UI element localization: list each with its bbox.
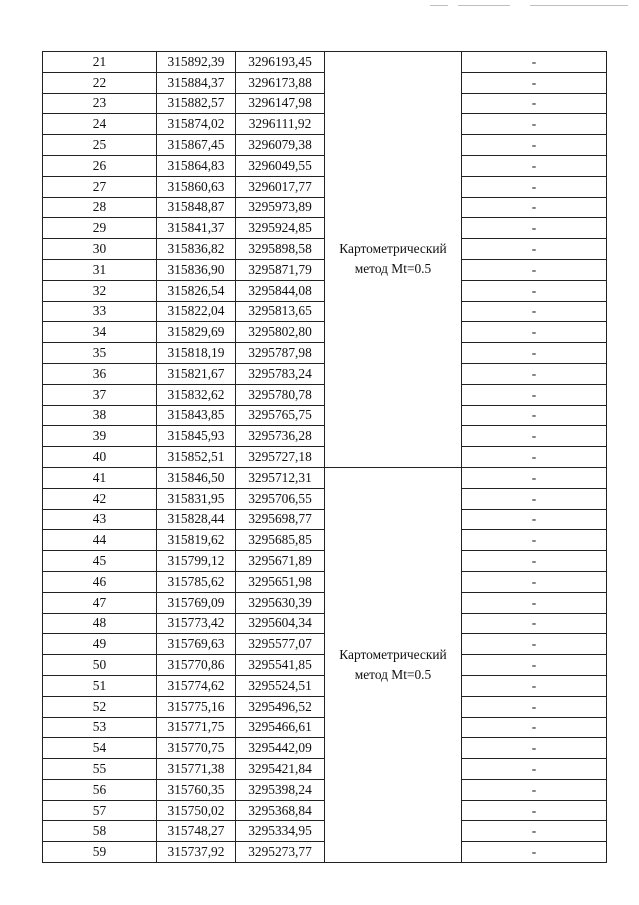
note-cell: - <box>462 738 607 759</box>
y-coordinate-cell: 3295630,39 <box>236 592 325 613</box>
point-number-cell: 57 <box>43 800 157 821</box>
y-coordinate-cell: 3295706,55 <box>236 488 325 509</box>
note-cell: - <box>462 426 607 447</box>
x-coordinate-cell: 315852,51 <box>157 447 236 468</box>
method-cell: Картометрический метод Mt=0.5 <box>325 52 462 468</box>
note-cell: - <box>462 571 607 592</box>
note-cell: - <box>462 779 607 800</box>
point-number-cell: 33 <box>43 301 157 322</box>
x-coordinate-cell: 315774,62 <box>157 675 236 696</box>
x-coordinate-cell: 315841,37 <box>157 218 236 239</box>
note-cell: - <box>462 239 607 260</box>
point-number-cell: 46 <box>43 571 157 592</box>
y-coordinate-cell: 3295334,95 <box>236 821 325 842</box>
x-coordinate-cell: 315750,02 <box>157 800 236 821</box>
point-number-cell: 27 <box>43 176 157 197</box>
point-number-cell: 26 <box>43 155 157 176</box>
point-number-cell: 31 <box>43 259 157 280</box>
note-cell: - <box>462 72 607 93</box>
y-coordinate-cell: 3296111,92 <box>236 114 325 135</box>
x-coordinate-cell: 315775,16 <box>157 696 236 717</box>
point-number-cell: 44 <box>43 530 157 551</box>
x-coordinate-cell: 315773,42 <box>157 613 236 634</box>
x-coordinate-cell: 315848,87 <box>157 197 236 218</box>
y-coordinate-cell: 3295765,75 <box>236 405 325 426</box>
note-cell: - <box>462 613 607 634</box>
note-cell: - <box>462 135 607 156</box>
y-coordinate-cell: 3295496,52 <box>236 696 325 717</box>
note-cell: - <box>462 343 607 364</box>
y-coordinate-cell: 3295698,77 <box>236 509 325 530</box>
x-coordinate-cell: 315874,02 <box>157 114 236 135</box>
note-cell: - <box>462 842 607 863</box>
point-number-cell: 45 <box>43 551 157 572</box>
y-coordinate-cell: 3295442,09 <box>236 738 325 759</box>
note-cell: - <box>462 114 607 135</box>
x-coordinate-cell: 315822,04 <box>157 301 236 322</box>
y-coordinate-cell: 3295898,58 <box>236 239 325 260</box>
note-cell: - <box>462 655 607 676</box>
y-coordinate-cell: 3296079,38 <box>236 135 325 156</box>
y-coordinate-cell: 3295727,18 <box>236 447 325 468</box>
point-number-cell: 40 <box>43 447 157 468</box>
x-coordinate-cell: 315829,69 <box>157 322 236 343</box>
point-number-cell: 42 <box>43 488 157 509</box>
coordinates-table <box>42 51 607 863</box>
y-coordinate-cell: 3296193,45 <box>236 52 325 73</box>
point-number-cell: 49 <box>43 634 157 655</box>
y-coordinate-cell: 3296173,88 <box>236 72 325 93</box>
point-number-cell: 59 <box>43 842 157 863</box>
x-coordinate-cell: 315884,37 <box>157 72 236 93</box>
x-coordinate-cell: 315826,54 <box>157 280 236 301</box>
point-number-cell: 50 <box>43 655 157 676</box>
note-cell: - <box>462 218 607 239</box>
note-cell: - <box>462 447 607 468</box>
point-number-cell: 25 <box>43 135 157 156</box>
x-coordinate-cell: 315769,09 <box>157 592 236 613</box>
x-coordinate-cell: 315771,38 <box>157 759 236 780</box>
x-coordinate-cell: 315860,63 <box>157 176 236 197</box>
method-cell: Картометрический метод Mt=0.5 <box>325 467 462 862</box>
note-cell: - <box>462 384 607 405</box>
note-cell: - <box>462 551 607 572</box>
y-coordinate-cell: 3296049,55 <box>236 155 325 176</box>
note-cell: - <box>462 259 607 280</box>
x-coordinate-cell: 315836,82 <box>157 239 236 260</box>
note-cell: - <box>462 675 607 696</box>
point-number-cell: 39 <box>43 426 157 447</box>
note-cell: - <box>462 93 607 114</box>
x-coordinate-cell: 315821,67 <box>157 363 236 384</box>
x-coordinate-cell: 315748,27 <box>157 821 236 842</box>
point-number-cell: 54 <box>43 738 157 759</box>
y-coordinate-cell: 3295783,24 <box>236 363 325 384</box>
table-row <box>43 467 607 488</box>
note-cell: - <box>462 759 607 780</box>
x-coordinate-cell: 315828,44 <box>157 509 236 530</box>
note-cell: - <box>462 197 607 218</box>
scan-top-marks <box>430 5 630 8</box>
x-coordinate-cell: 315867,45 <box>157 135 236 156</box>
y-coordinate-cell: 3295813,65 <box>236 301 325 322</box>
point-number-cell: 29 <box>43 218 157 239</box>
x-coordinate-cell: 315882,57 <box>157 93 236 114</box>
point-number-cell: 38 <box>43 405 157 426</box>
point-number-cell: 58 <box>43 821 157 842</box>
x-coordinate-cell: 315760,35 <box>157 779 236 800</box>
x-coordinate-cell: 315845,93 <box>157 426 236 447</box>
note-cell: - <box>462 155 607 176</box>
y-coordinate-cell: 3295802,80 <box>236 322 325 343</box>
note-cell: - <box>462 322 607 343</box>
x-coordinate-cell: 315832,62 <box>157 384 236 405</box>
note-cell: - <box>462 717 607 738</box>
y-coordinate-cell: 3295780,78 <box>236 384 325 405</box>
y-coordinate-cell: 3295541,85 <box>236 655 325 676</box>
point-number-cell: 30 <box>43 239 157 260</box>
note-cell: - <box>462 363 607 384</box>
point-number-cell: 53 <box>43 717 157 738</box>
y-coordinate-cell: 3295604,34 <box>236 613 325 634</box>
note-cell: - <box>462 530 607 551</box>
point-number-cell: 34 <box>43 322 157 343</box>
point-number-cell: 22 <box>43 72 157 93</box>
point-number-cell: 48 <box>43 613 157 634</box>
x-coordinate-cell: 315770,75 <box>157 738 236 759</box>
y-coordinate-cell: 3296147,98 <box>236 93 325 114</box>
y-coordinate-cell: 3295712,31 <box>236 467 325 488</box>
x-coordinate-cell: 315846,50 <box>157 467 236 488</box>
y-coordinate-cell: 3295787,98 <box>236 343 325 364</box>
note-cell: - <box>462 488 607 509</box>
note-cell: - <box>462 467 607 488</box>
point-number-cell: 47 <box>43 592 157 613</box>
y-coordinate-cell: 3295736,28 <box>236 426 325 447</box>
x-coordinate-cell: 315819,62 <box>157 530 236 551</box>
table-row <box>43 52 607 73</box>
x-coordinate-cell: 315769,63 <box>157 634 236 655</box>
note-cell: - <box>462 176 607 197</box>
x-coordinate-cell: 315818,19 <box>157 343 236 364</box>
point-number-cell: 24 <box>43 114 157 135</box>
x-coordinate-cell: 315864,83 <box>157 155 236 176</box>
y-coordinate-cell: 3296017,77 <box>236 176 325 197</box>
note-cell: - <box>462 52 607 73</box>
note-cell: - <box>462 634 607 655</box>
y-coordinate-cell: 3295871,79 <box>236 259 325 280</box>
note-cell: - <box>462 821 607 842</box>
point-number-cell: 51 <box>43 675 157 696</box>
y-coordinate-cell: 3295671,89 <box>236 551 325 572</box>
point-number-cell: 28 <box>43 197 157 218</box>
point-number-cell: 56 <box>43 779 157 800</box>
point-number-cell: 21 <box>43 52 157 73</box>
note-cell: - <box>462 509 607 530</box>
y-coordinate-cell: 3295398,24 <box>236 779 325 800</box>
y-coordinate-cell: 3295273,77 <box>236 842 325 863</box>
point-number-cell: 37 <box>43 384 157 405</box>
x-coordinate-cell: 315843,85 <box>157 405 236 426</box>
y-coordinate-cell: 3295368,84 <box>236 800 325 821</box>
point-number-cell: 35 <box>43 343 157 364</box>
point-number-cell: 43 <box>43 509 157 530</box>
point-number-cell: 55 <box>43 759 157 780</box>
note-cell: - <box>462 592 607 613</box>
x-coordinate-cell: 315892,39 <box>157 52 236 73</box>
y-coordinate-cell: 3295466,61 <box>236 717 325 738</box>
y-coordinate-cell: 3295651,98 <box>236 571 325 592</box>
coordinates-table-body <box>43 52 607 863</box>
y-coordinate-cell: 3295844,08 <box>236 280 325 301</box>
x-coordinate-cell: 315836,90 <box>157 259 236 280</box>
y-coordinate-cell: 3295577,07 <box>236 634 325 655</box>
note-cell: - <box>462 800 607 821</box>
x-coordinate-cell: 315771,75 <box>157 717 236 738</box>
point-number-cell: 32 <box>43 280 157 301</box>
x-coordinate-cell: 315785,62 <box>157 571 236 592</box>
point-number-cell: 41 <box>43 467 157 488</box>
y-coordinate-cell: 3295421,84 <box>236 759 325 780</box>
note-cell: - <box>462 280 607 301</box>
x-coordinate-cell: 315737,92 <box>157 842 236 863</box>
y-coordinate-cell: 3295924,85 <box>236 218 325 239</box>
point-number-cell: 36 <box>43 363 157 384</box>
point-number-cell: 52 <box>43 696 157 717</box>
point-number-cell: 23 <box>43 93 157 114</box>
x-coordinate-cell: 315831,95 <box>157 488 236 509</box>
x-coordinate-cell: 315799,12 <box>157 551 236 572</box>
x-coordinate-cell: 315770,86 <box>157 655 236 676</box>
note-cell: - <box>462 405 607 426</box>
note-cell: - <box>462 696 607 717</box>
note-cell: - <box>462 301 607 322</box>
y-coordinate-cell: 3295973,89 <box>236 197 325 218</box>
y-coordinate-cell: 3295685,85 <box>236 530 325 551</box>
y-coordinate-cell: 3295524,51 <box>236 675 325 696</box>
